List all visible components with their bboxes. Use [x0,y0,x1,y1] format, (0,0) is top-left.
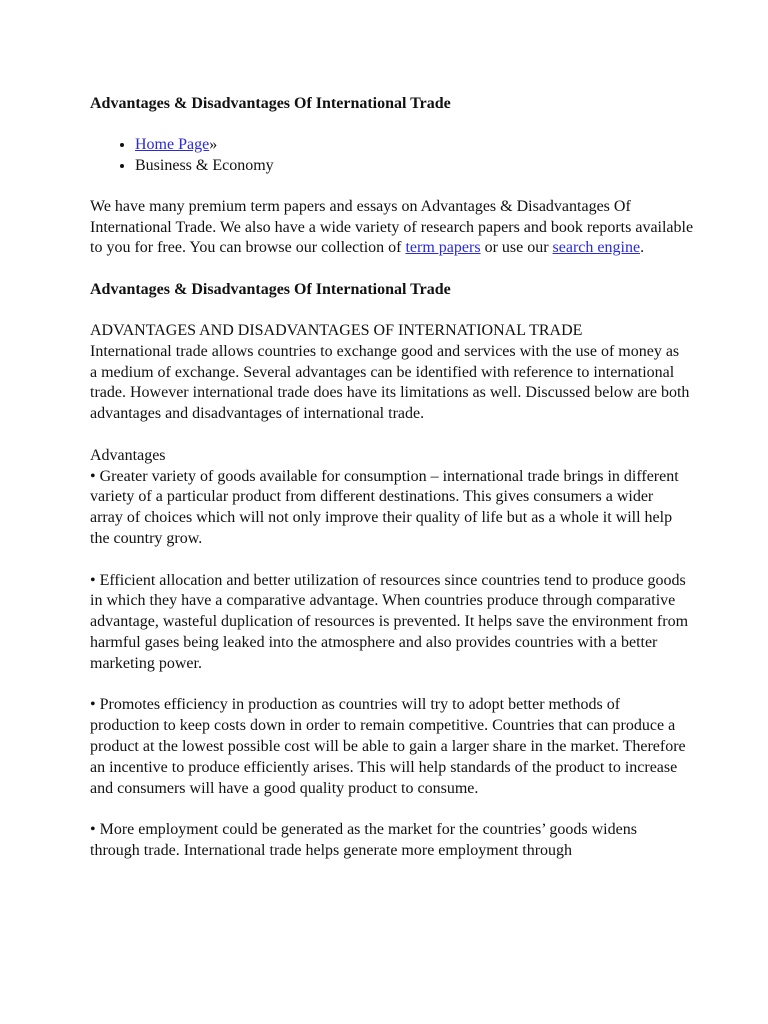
spacer [90,550,690,571]
term-papers-link[interactable]: term papers [405,239,481,257]
breadcrumb-item-category: • Business & Economy [135,155,708,177]
spacer [90,675,690,696]
advantage-item-1: • Greater variety of goods available for consumption – international trade brings in different variety of a particular product from different destinations. This gives consumers a wider array of choices which will not only improve their quality of life but as a whole it will help the country grow. [90,467,679,547]
breadcrumb-separator: » [209,135,218,153]
advantage-item-3: • Promotes efficiency in production as countries will try to adopt better methods of production to keep costs down in order to remain competitive. Countries that can produce a product at the lowest possible cost will be able to gain a larger share in the market. Therefore an incentive to produce efficiently arises. This will help standards of the product to increase and consumers will have a good quality product to consume. [90,696,686,797]
spacer [90,425,690,446]
advantages-heading: Advantages [90,446,166,464]
advantage-item-2: • Efficient allocation and better utilization of resources since countries tend to produce goods in which they have a comparative advantage. When countries produce through comparative advantage, wasteful duplication of resources is prevented. It helps save the environment from harmful gases being leaked into the atmosphere and also provides countries with a better marketing power. [90,571,689,672]
article-paragraph-intro: International trade allows countries to exchange good and services with the use of money as a medium of exchange. Several advantages can be identified with reference to international trade. However international trade does have its limitations as well. Discussed below are both advantages and disadvantages of international trade. [90,342,690,423]
intro-text-3: . [640,239,645,257]
article-body [90,321,690,862]
breadcrumb-item-home [135,134,708,156]
spacer [90,799,690,820]
breadcrumb [90,134,708,177]
intro-paragraph [90,197,708,259]
intro-text-1: We have many premium term papers and essays on Advantages & Disadvantages Of International Trade. We also have a wide variety of research papers and book reports available to you for free. You can browse our collection of [90,197,694,257]
home-page-link[interactable]: Home Page [135,135,210,153]
section-title: Advantages & Disadvantages Of International Trade [90,281,451,299]
advantage-item-4: • More employment could be generated as the market for the countries’ goods widens through trade. International trade helps generate more employment through [90,821,637,859]
search-engine-link[interactable]: search engine [552,239,641,257]
article-heading: ADVANTAGES AND DISADVANTAGES OF INTERNATIONAL TRADE [90,321,583,339]
page-title: Advantages & Disadvantages Of International Trade [90,95,451,112]
intro-text-2: or use our [480,239,553,257]
